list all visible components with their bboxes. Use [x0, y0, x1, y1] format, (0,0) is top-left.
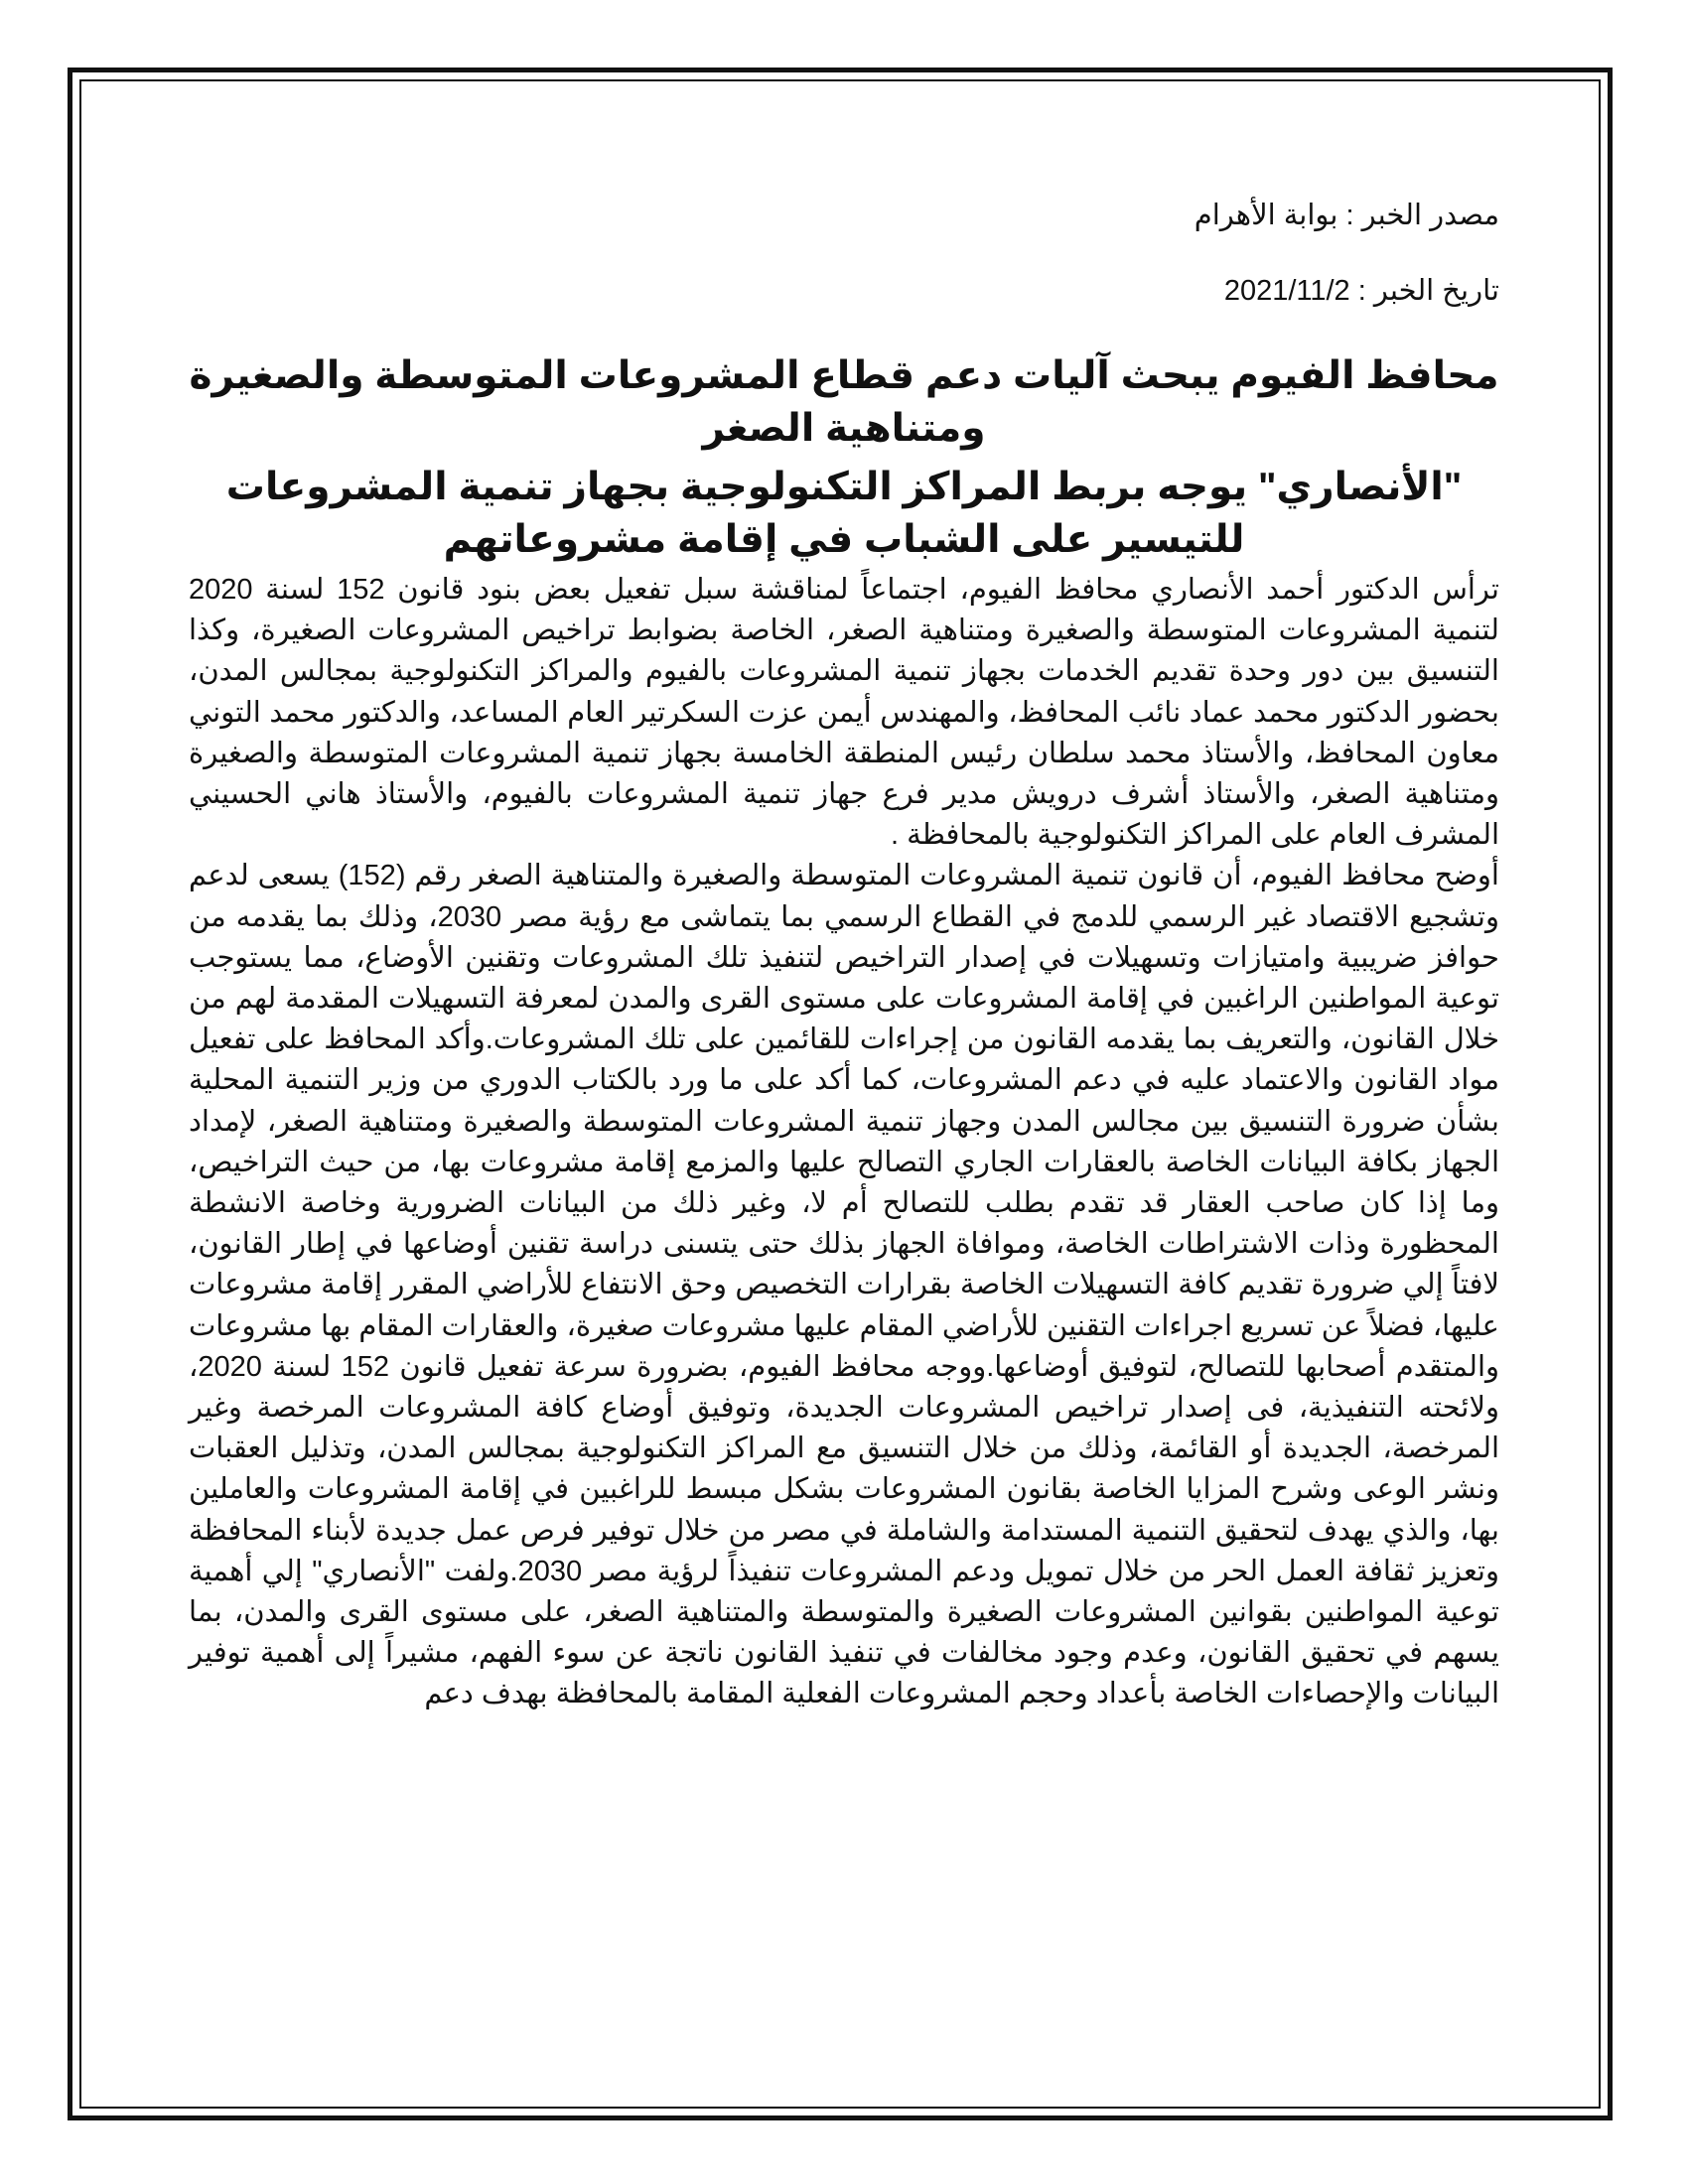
article-body	[189, 570, 1499, 1715]
article-content	[189, 189, 1499, 1715]
headline-main: محافظ الفيوم يبحث آليات دعم قطاع المشروعات المتوسطة والصغيرة ومتناهية الصغر	[189, 354, 1499, 450]
news-date: تاريخ الخبر : 2021/11/2	[1223, 275, 1499, 307]
news-source: مصدر الخبر : بوابة الأهرام	[1194, 200, 1499, 231]
paragraph: ترأس الدكتور أحمد الأنصاري محافظ الفيوم، اجتماعاً لمناقشة سبل تفعيل بعض بنود قانون 152 لسنة 2020 لتنمية المشروعات المتوسطة والصغيرة ومتناهية الصغر، الخاصة بضوابط تراخيص المشروعات الصغيرة، وكذا التنسيق بين دور وحدة تقديم الخدمات بجهاز تنمية المشروعات بالفيوم والمراكز التكنولوجية بمجالس المدن، بحضور الدكتور محمد عماد نائب المحافظ، والمهندس أيمن عزت السكرتير العام المساعد، والدكتور محمد التوني معاون المحافظ، والأستاذ محمد سلطان رئيس المنطقة الخامسة بجهاز تنمية المشروعات المتوسطة والصغيرة ومتناهية الصغر، والأستاذ أشرف درويش مدير فرع جهاز تنمية المشروعات بالفيوم، والأستاذ هاني الحسيني المشرف العام على المراكز التكنولوجية بالمحافظة .	[189, 574, 1500, 852]
paragraph: أوضح محافظ الفيوم، أن قانون تنمية المشروعات المتوسطة والصغيرة والمتناهية الصغر رقم (152) يسعى لدعم وتشجيع الاقتصاد غير الرسمي للدمج في القطاع الرسمي بما يتماشى مع رؤية مصر 2030، وذلك بما يقدمه من حوافز ضريبية وامتيازات وتسهيلات في إصدار التراخيص لتنفيذ تلك المشروعات وتقنين الأوضاع، مما يستوجب توعية المواطنين الراغبين في إقامة المشروعات على مستوى القرى والمدن لمعرفة التسهيلات المقدمة لهم من خلال القانون، والتعريف بما يقدمه القانون من إجراءات للقائمين على تلك المشروعات.وأكد المحافظ على تفعيل مواد القانون والاعتماد عليه في دعم المشروعات، كما أكد على ما ورد بالكتاب الدوري من وزير التنمية المحلية بشأن ضرورة التنسيق بين مجالس المدن وجهاز تنمية المشروعات المتوسطة والصغيرة ومتناهية الصغر، لإمداد الجهاز بكافة البيانات الخاصة بالعقارات الجاري التصالح عليها والمزمع إقامة مشروعات بها، من حيث التراخيص، وما إذا كان صاحب العقار قد تقدم بطلب للتصالح أم لا، وغير ذلك من البيانات الضرورية وخاصة الانشطة المحظورة وذات الاشتراطات الخاصة، وموافاة الجهاز بذلك حتى يتسنى دراسة تقنين أوضاعها في إطار القانون، لافتاً إلي ضرورة تقديم كافة التسهيلات الخاصة بقرارات التخصيص وحق الانتفاع للأراضي المقرر إقامة مشروعات عليها، فضلاً عن تسريع اجراءات التقنين للأراضي المقام عليها مشروعات صغيرة، والعقارات المقام بها مشروعات والمتقدم أصحابها للتصالح، لتوفيق أوضاعها.ووجه محافظ الفيوم، بضرورة سرعة تفعيل قانون 152 لسنة 2020، ولائحته التنفيذية، فى إصدار تراخيص المشروعات الجديدة، وتوفيق أوضاع كافة المشروعات المرخصة وغير المرخصة، الجديدة أو القائمة، وذلك من خلال التنسيق مع المراكز التكنولوجية بمجالس المدن، وتذليل العقبات ونشر الوعى وشرح المزايا الخاصة بقانون المشروعات بشكل مبسط للراغبين في إقامة المشروعات والعاملين بها، والذي يهدف لتحقيق التنمية المستدامة والشاملة في مصر من خلال توفير فرص عمل جديدة لأبناء المحافظة وتعزيز ثقافة العمل الحر من خلال تمويل ودعم المشروعات تنفيذاً لرؤية مصر 2030.ولفت "الأنصاري" إلي أهمية توعية المواطنين بقوانين المشروعات الصغيرة والمتوسطة والمتناهية الصغر، على مستوى القرى والمدن، بما يسهم في تحقيق القانون، وعدم وجود مخالفات في تنفيذ القانون ناتجة عن سوء الفهم، مشيراً إلى أهمية توفير البيانات والإحصاءات الخاصة بأعداد وحجم المشروعات الفعلية المقامة بالمحافظة بهدف دعم	[189, 860, 1500, 1710]
headline-sub: "الأنصاري" يوجه بربط المراكز التكنولوجية بجهاز تنمية المشروعات للتيسير على الشباب في إقامة مشروعاتهم	[225, 466, 1463, 561]
